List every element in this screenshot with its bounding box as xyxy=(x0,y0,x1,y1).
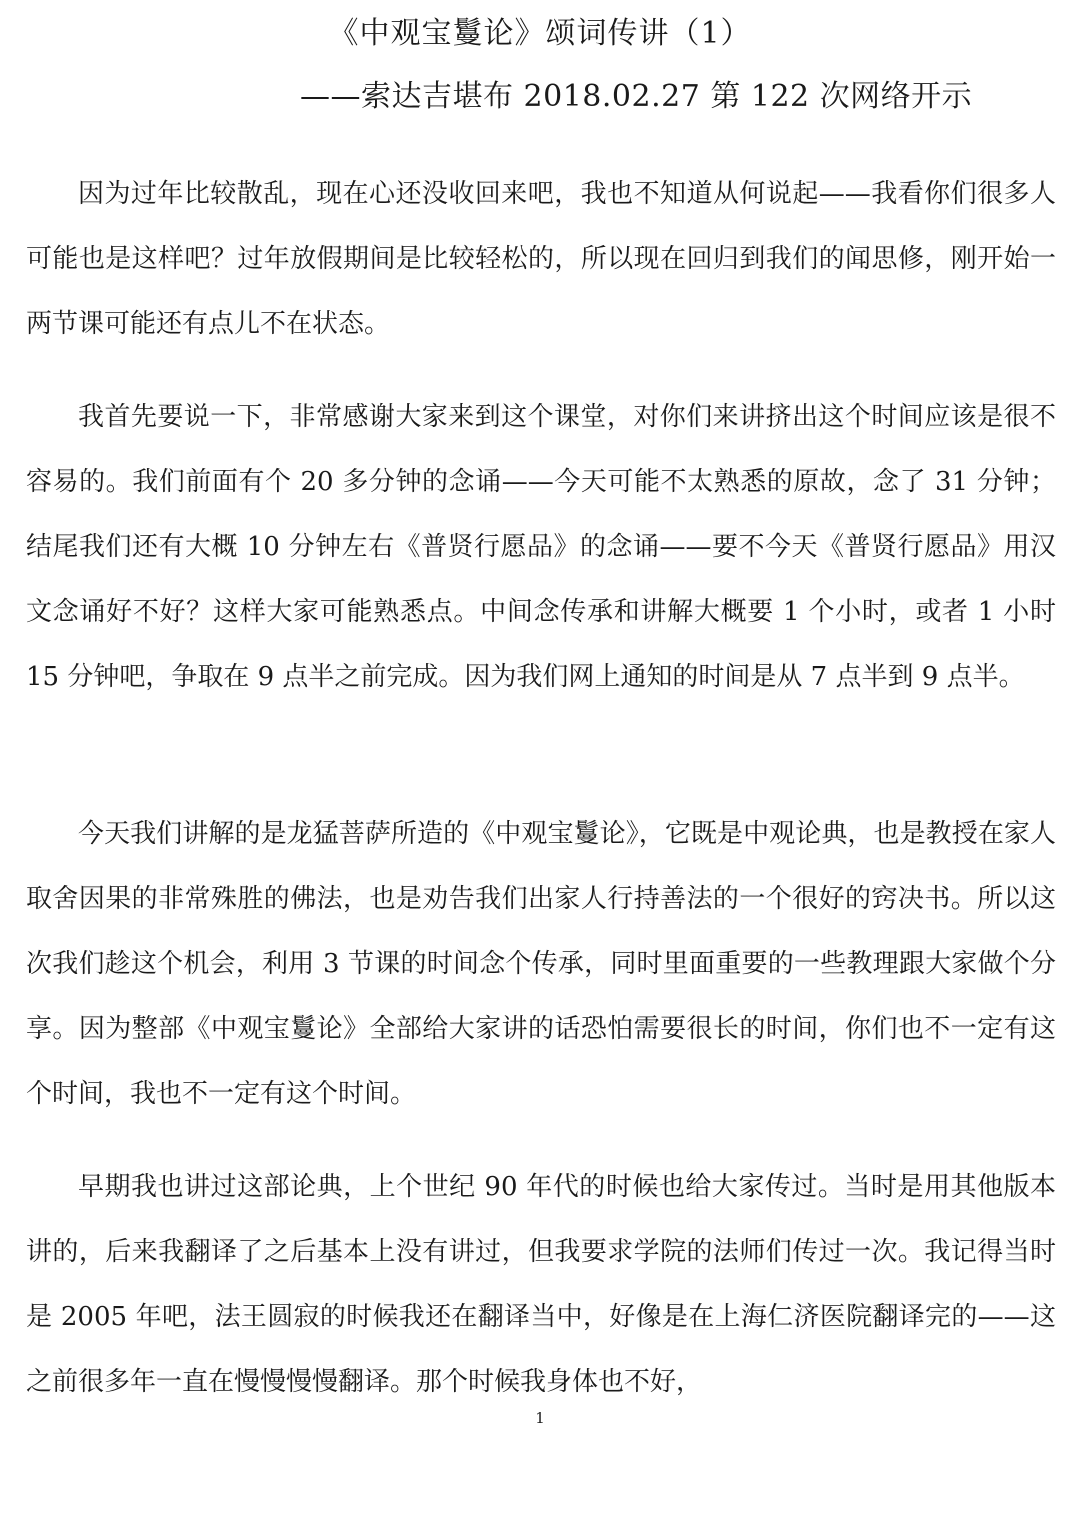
document-title: 《中观宝鬘论》颂词传讲（1） xyxy=(328,16,752,51)
paragraph: 我首先要说一下，非常感谢大家来到这个课堂，对你们来讲挤出这个时间应该是很不容易的。我们前面有个 20 多分钟的念诵——今天可能不太熟悉的原故，念了 31 分钟；结尾我们还有大概 10 分钟左右《普贤行愿品》的念诵——要不今天《普贤行愿品》用汉文念诵好不好？这样大家可能熟悉点。中间念传承和讲解大概要 1 个小时，或者 1 小时 15 分钟吧，争取在 9 点半之前完成。因为我们网上通知的时间是从 7 点半到 9 点半。 xyxy=(26,402,1056,692)
paragraph: 因为过年比较散乱，现在心还没收回来吧，我也不知道从何说起——我看你们很多人可能也是这样吧？过年放假期间是比较轻松的，所以现在回归到我们的闻思修，刚开始一两节课可能还有点儿不在状态。 xyxy=(26,179,1056,339)
paragraph: 今天我们讲解的是龙猛菩萨所造的《中观宝鬘论》，它既是中观论典，也是教授在家人取舍因果的非常殊胜的佛法，也是劝告我们出家人行持善法的一个很好的窍决书。所以这次我们趁这个机会，利用 3 节课的时间念个传承，同时里面重要的一些教理跟大家做个分享。因为整部《中观宝鬘论》全部给大家讲的话恐怕需要很长的时间，你们也不一定有这个时间，我也不一定有这个时间。 xyxy=(26,819,1056,1109)
page-number: 1 xyxy=(535,1409,545,1427)
document-subtitle: ——索达吉堪布 2018.02.27 第 122 次网络开示 xyxy=(300,79,973,114)
paragraph: 早期我也讲过这部论典，上个世纪 90 年代的时候也给大家传过。当时是用其他版本讲的，后来我翻译了之后基本上没有讲过，但我要求学院的法师们传过一次。我记得当时是 2005 年吧，法王圆寂的时候我还在翻译当中，好像是在上海仁济医院翻译完的——这之前很多年一直在慢慢慢慢翻译。那个时候我身体也不好， xyxy=(26,1172,1056,1397)
